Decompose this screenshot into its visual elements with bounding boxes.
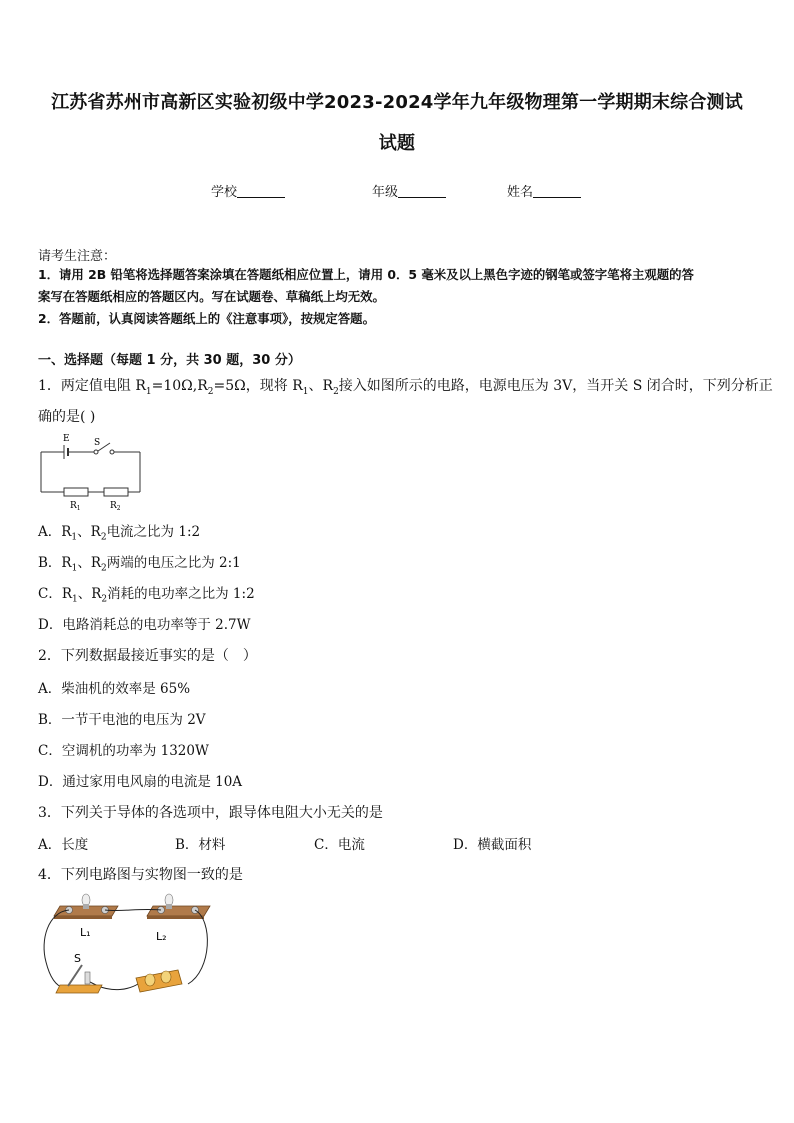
grade-field xyxy=(372,181,446,200)
name-blank xyxy=(533,183,581,198)
battery-label: E xyxy=(63,434,70,444)
switch-label: S xyxy=(74,952,81,965)
question-1-stem: 1．两定值电阻 $R_1=10\Omega,R_2=5\Omega$，现将 $R_1$、$R_2$接入如图所示的电路，电源电压为 3V，当开关 S 闭合时，下列分析正 xyxy=(38,378,773,397)
school-blank xyxy=(237,183,285,198)
notice-item-1-continued: 案写在答题纸相应的答题区内。写在试题卷、草稿纸上均无效。 xyxy=(38,289,385,304)
switch-lever xyxy=(68,965,82,986)
question-1-stem-continued: 确的是( ) xyxy=(38,409,96,425)
question-2-option-d: D．通过家用电风扇的电流是 10A xyxy=(38,774,243,790)
question-2-stem: 2．下列数据最接近事实的是（ ） xyxy=(38,648,257,664)
question-2-option-a: A．柴油机的效率是 65% xyxy=(38,681,191,697)
notice-heading: 请考生注意： xyxy=(38,249,117,264)
document-title: 江苏省苏州市高新区实验初级中学2023-2024学年九年级物理第一学期期末综合测试 xyxy=(51,92,743,113)
question-2-option-c: C．空调机的功率为 1320W xyxy=(38,743,209,759)
question-3-option-c: C．电流 xyxy=(314,837,365,853)
section-heading: 一、选择题（每题 1 分，共 30 题，30 分） xyxy=(38,353,301,368)
lamp-1-label: L₁ xyxy=(80,926,91,939)
document-title-continued: 试题 xyxy=(378,133,416,154)
question-3-option-a: A．长度 xyxy=(38,837,89,853)
resistor-1-label: $R_1$ xyxy=(70,501,81,512)
grade-label: 年级 xyxy=(372,185,399,200)
notice-item-2: 2．答题前，认真阅读答题纸上的《注意事项》，按规定答题。 xyxy=(38,311,375,326)
question-3-stem: 3．下列关于导体的各选项中，跟导体电阻大小无关的是 xyxy=(38,805,383,821)
question-2-option-b: B．一节干电池的电压为 2V xyxy=(38,712,206,728)
battery-cell-1 xyxy=(145,974,155,986)
battery-cell-2 xyxy=(161,971,171,983)
battery-holder xyxy=(136,970,182,992)
name-label: 姓名 xyxy=(507,185,534,200)
question-1-option-c: C．$R_1$、$R_2$消耗的电功率之比为 1:2 xyxy=(38,586,255,605)
question-4-physical-circuit xyxy=(38,890,218,1000)
switch-label: S xyxy=(94,438,101,448)
lamp-2-label: L₂ xyxy=(156,930,167,943)
question-1-circuit-diagram xyxy=(36,430,146,512)
question-3-option-b: B．材料 xyxy=(175,837,226,853)
name-field xyxy=(507,181,581,200)
question-3-option-d: D．横截面积 xyxy=(453,837,532,853)
school-label: 学校 xyxy=(211,185,238,200)
grade-blank xyxy=(398,183,446,198)
resistor-2-label: $R_2$ xyxy=(110,501,121,512)
notice-item-1: 1．请用 2B 铅笔将选择题答案涂填在答题纸相应位置上，请用 0．5 毫米及以上黑色字迹的钢笔或签字笔将主观题的答 xyxy=(38,267,694,282)
school-field xyxy=(211,181,285,200)
question-1-option-a: A．$R_1$、$R_2$电流之比为 1:2 xyxy=(38,524,201,543)
question-1-option-d: D．电路消耗总的电功率等于 2.7W xyxy=(38,617,251,633)
question-1-option-b: B．$R_1$、$R_2$两端的电压之比为 2:1 xyxy=(38,555,241,574)
switch-base xyxy=(56,985,102,993)
question-4-stem: 4．下列电路图与实物图一致的是 xyxy=(38,867,243,883)
